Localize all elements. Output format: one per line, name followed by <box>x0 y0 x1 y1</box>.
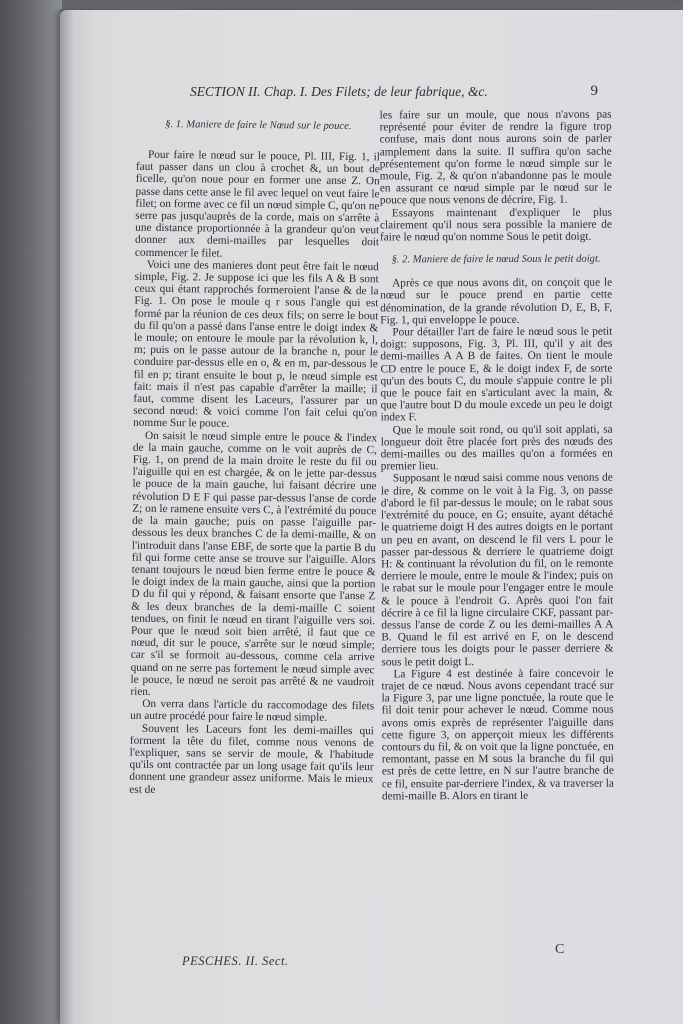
paragraph: On saisit le nœud simple entre le pouce & l'index de la main gauche, comme on le voit auprès de C, Fig. 1, on prend de la main droite le reste du fil ou l'aiguille qui en est chargée, & on le jette par-dessus le pouce de la main gauche, lui faisant décrire une révolution D E F qui passe par-dessus l'anse de corde Z; on le ramene ensuite vers C, à l'extrémité du pouce de la main gauche; puis on passe l'aiguille par-dessous les deux branches C de la demi-maille, & on l'introduit dans l'anse EBF, de sorte que la partie B du fil qui forme cette anse se trouve sur l'aiguille. Alors tenant toujours le nœud bien ferme entre le pouce & le doigt index de la main gauche, ainsi que la portion D du fil qui y répond, & faisant ensorte que l'anse Z & les deux branches de la demi-maille C soient tendues, on finit le nœud en tirant l'aiguille vers soi. Pour que le nœud soit bien arrêté, il faut que ce nœud, dit sur le pouce, s'arrête sur le nœud simple; car s'il se formoit au-dessous, comme cela arrive quand on ne serre pas fortement le nœud simple avec le pouce, le nœud ne seroit pas arrêté & ne vaudroit rien. <box>130 429 378 698</box>
paragraph: les faire sur un moule, que nous n'avons pas représenté pour éviter de rendre la figure trop confuse, mais dont nous aurons soin de parler amplement dans la suite. Il suffira qu'on sache présentement qu'on forme le nœud simple sur le moule, Fig. 2, & qu'on n'abandonne pas le moule en assurant ce nœud simple par le nœud sur le pouce que nous venons de décrire, Fig. 1. <box>379 108 612 207</box>
paragraph: Après ce que nous avons dit, on conçoit que le nœud sur le pouce prend en partie cette dénomination, de la grande révolution D, E, B, F, Fig. 1, qui enveloppe le pouce. <box>380 276 613 327</box>
section-heading-2: §. 2. Maniere de faire le nœud Sous le petit doigt. <box>391 253 601 266</box>
right-column <box>380 109 615 950</box>
left-column <box>128 119 381 952</box>
running-head <box>190 84 610 104</box>
page-gutter <box>60 10 74 1024</box>
signature-line: PESCHES. II. Sect. <box>182 954 289 968</box>
section-heading-1: §. 1. Maniere de faire le Nœud sur le pouce. <box>165 119 352 132</box>
paragraph: Supposant le nœud saisi comme nous venons de le dire, & comme on le voit à la Fig. 3, on passe d'abord le fil par-dessus le moule; on le rabat sous l'extrémité du pouce, en G; ensuite, ayant détaché le quatrieme doigt H des autres doigts en le portant un peu en avant, on descend le fil vers L pour le passer par-dessous & derriere le quatrieme doigt H: & continuant la révolution du fil, on le remonte derriere le moule, entre le moule & l'index; puis on le rabat sur le moule pour l'engager entre le moule & le pouce à l'endroit G. Après quoi l'on fait décrire à ce fil la ligne circulaire CKF, passant par-dessus l'anse de corde Z ou les demi-mailles A A B. Quand le fil est arrivé en F, on le descend derriere tous les doigts pour le passer derriere & sous le petit doigt L. <box>380 472 614 668</box>
paragraph: Pour faire le nœud sur le pouce, Pl. III, Fig. 1, il faut passer dans un clou à crochet &, un bout de ficelle, qu'on noue pour en former une anse Z. On passe dans cette anse le fil avec lequel on veut faire le filet; on forme avec ce fil un nœud simple C, qu'on ne serre pas jusqu'auprès de la corde, mais on s'arrête à une distance proportionnée à la grandeur qu'on veut donner aux demi-mailles par lesquelles doit commencer le filet. <box>134 148 381 260</box>
paragraph: On verra dans l'article du raccomodage des filets un autre procédé pour faire le nœud simple. <box>130 697 375 725</box>
paragraph: Que le moule soit rond, ou qu'il soit applati, sa longueur doit être placée fort près des nœuds des demi-mailles ou des mailles qu'on a formées en premier lieu. <box>380 423 613 473</box>
paragraph: Voici une des manieres dont peut être fait le nœud simple, Fig. 2. Je suppose ici que les fils A & B sont ceux qui étant rapprochés formeroient l'anse & de la Fig. 1. On pose le moule q r sous l'angle qui est formé par la réunion de ces deux fils; on serre le bout du fil qu'on a passé dans l'anse entre le doigt index & le moule; on entoure le moule par la révolution k, l, m; puis on le passe autour de la branche n, pour le conduire par-dessus elle en o, & en m, par-dessous le fil en p; tirant ensuite le bout p, le nœud simple est fait: mais il n'est pas capable d'arrêter la maille; il faut, comme disent les Laceurs, l'assurer par un second nœud: & voici comme l'on fait celui qu'on nomme Sur le pouce. <box>133 258 379 431</box>
paragraph: Essayons maintenant d'expliquer le plus clairement qu'il nous sera possible la maniere de faire le nœud qu'on nomme Sous le petit doigt. <box>379 206 612 244</box>
sheet-letter: C <box>555 942 565 957</box>
paragraph: La Figure 4 est destinée à faire concevoir le trajet de ce nœud. Nous avons cependant tracé sur la Figure 3, par une ligne ponctuée, la route que le fil doit tenir pour achever le nœud. Comme nous avons omis exprès de représenter l'aiguille dans cette figure 3, on apperçoit mieux les différents contours du fil, & on voit que la ligne ponctuée, en remontant, passe en M sous la branche du fil qui est près de cette lettre, en N sur l'autre branche de ce fil, ensuite par-derriere l'index, & va traverser la demi-maille B. Alors en tirant le <box>381 667 614 803</box>
paragraph: Souvent les Laceurs font les demi-mailles qui forment la tête du filet, comme nous venons de l'expliquer, sans se servir de moule, & l'habitude qu'ils ont contractée par un long usage fait qu'ils leur donnent une grandeur assez uniforme. Mais le mieux est de <box>129 722 375 796</box>
facing-page-edge <box>0 0 62 1024</box>
page-number: 9 <box>590 83 598 99</box>
running-head-title: SECTION II. Chap. I. Des Filets; de leur fabrique, &c. <box>190 84 488 99</box>
paragraph: Pour détailler l'art de faire le nœud sous le petit doigt: supposons, Fig. 3, Pl. III, qu'il y ait des demi-mailles A A B de faites. On tient le moule CD entre le pouce E, & le doigt index F, de sorte qu'un des bouts C, du moule s'appuie contre le pli que le pouce fait en s'articulant avec la main, & que l'autre bout D du moule excede un peu le doigt index F. <box>380 325 613 424</box>
